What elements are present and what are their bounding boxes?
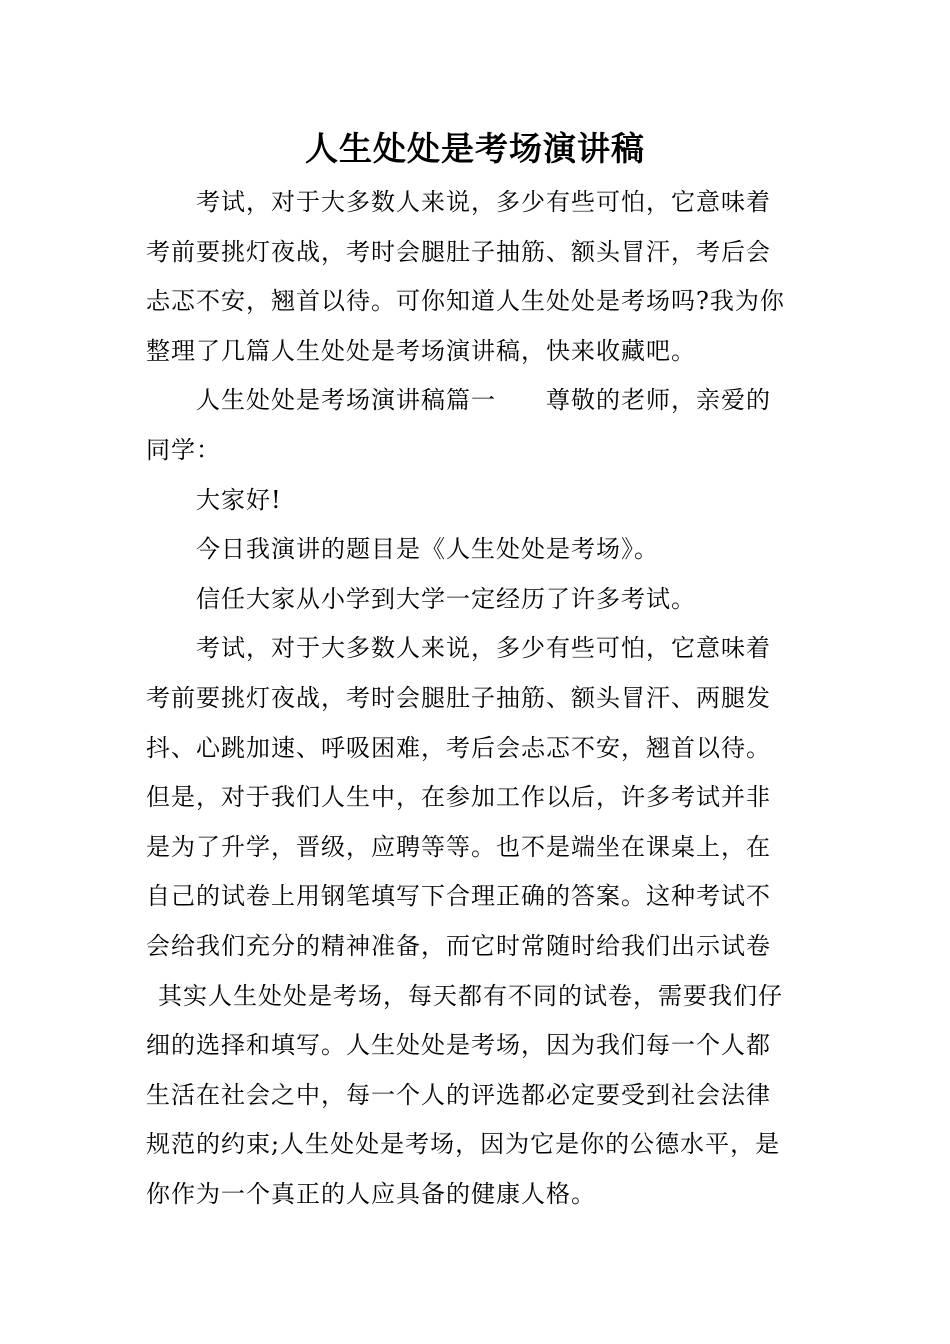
text-line: 考前要挑灯夜战，考时会腿肚子抽筋、额头冒汗，考后会 [146,237,771,266]
text-line: 整理了几篇人生处处是考场演讲稿，快来收藏吧。 [146,336,696,365]
text-line: 考前要挑灯夜战，考时会腿肚子抽筋、额头冒汗、两腿发 [146,683,771,712]
text-line: 会给我们充分的精神准备，而它时常随时给我们出示试卷 [146,931,771,960]
text-line: 是为了升学，晋级，应聘等等。也不是端坐在课桌上，在 [146,832,771,861]
text-line: 同学： [146,435,221,464]
text-line: 其实人生处处是考场，每天都有不同的试卷，需要我们仔 [158,981,783,1010]
text-line: 生活在社会之中，每一个人的评选都必定要受到社会法律 [146,1080,771,1109]
text-line: 但是，对于我们人生中，在参加工作以后，许多考试并非 [146,783,771,812]
document-body [146,178,806,1219]
text-line: 考试，对于大多数人来说，多少有些可怕，它意味着 [196,188,771,216]
text-line: 考试，对于大多数人来说，多少有些可怕，它意味着 [196,634,771,663]
text-line: 大家好! [196,485,282,514]
text-line: 细的选择和填写。人生处处是考场，因为我们每一个人都 [146,1031,771,1060]
text-line: 信任大家从小学到大学一定经历了许多考试。 [196,584,696,613]
text-line: 忐忑不安，翘首以待。可你知道人生处处是考场吗?我为你 [146,287,785,316]
text-line: 自己的试卷上用钢笔填写下合理正确的答案。这种考试不 [146,882,771,911]
text-line: 规范的约束;人生处处是考场，因为它是你的公德水平，是 [146,1130,781,1159]
document-title: 人生处处是考场演讲稿 [305,129,645,168]
text-line: 人生处处是考场演讲稿篇一 尊敬的老师，亲爱的 [196,386,771,415]
text-line: 今日我演讲的题目是《人生处处是考场》。 [196,535,659,564]
text-line: 抖、心跳加速、呼吸困难，考后会忐忑不安，翘首以待。 [146,733,771,762]
text-line: 你作为一个真正的人应具备的健康人格。 [146,1179,596,1208]
